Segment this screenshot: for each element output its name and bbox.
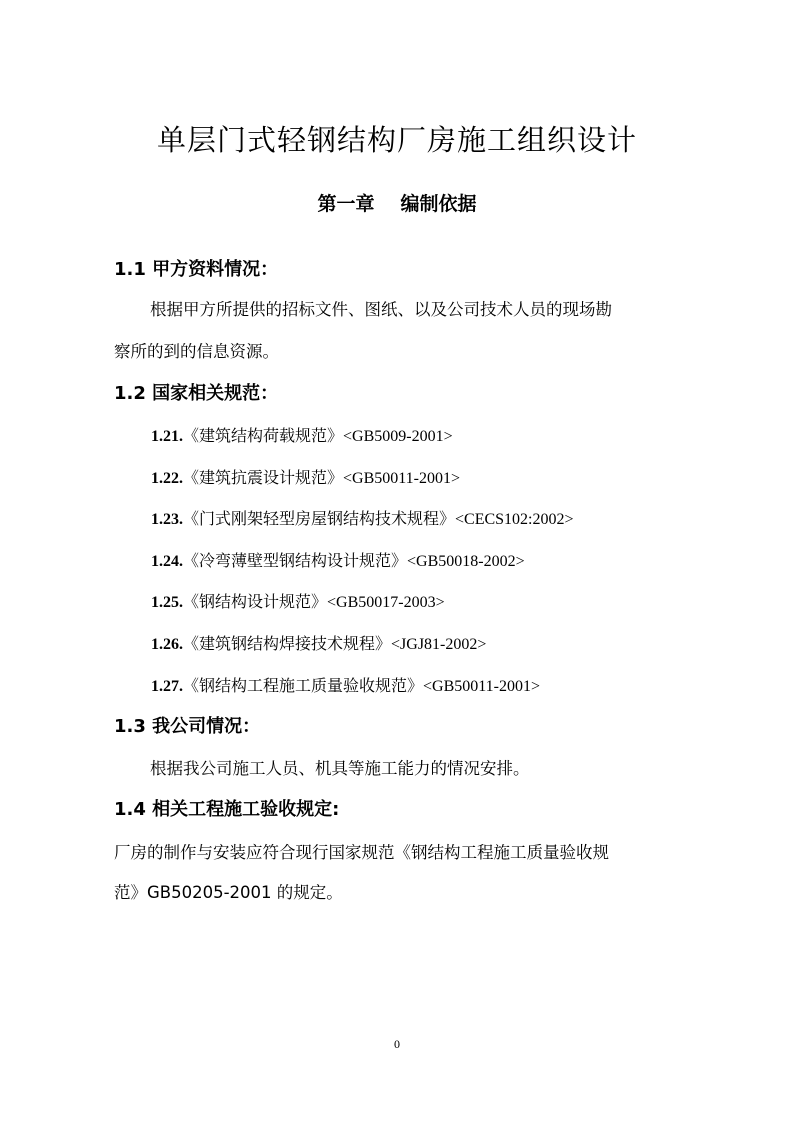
- section-1-1-line-1: 根据甲方所提供的招标文件、图纸、以及公司技术人员的现场勘: [150, 300, 612, 319]
- reference-code: <GB50017-2003>: [327, 594, 445, 611]
- reference-number: 1.22.: [151, 470, 183, 487]
- section-heading-1-4: 1.4 相关工程施工验收规定:: [114, 799, 340, 820]
- reference-code: <CECS102:2002>: [455, 511, 574, 528]
- reference-number: 1.23.: [151, 511, 183, 528]
- reference-item: [151, 548, 525, 575]
- reference-name: 《建筑钢结构焊接技术规程》: [183, 634, 392, 653]
- section-1-4-line-1: 厂房的制作与安装应符合现行国家规范《钢结构工程施工质量验收规: [114, 843, 609, 862]
- page-number: 0: [394, 1037, 400, 1051]
- section-heading-1-3: 1.3 我公司情况：: [114, 716, 261, 737]
- section-1-3-line-1: 根据我公司施工人员、机具等施工能力的情况安排。: [150, 759, 530, 778]
- chapter-heading: [0, 189, 794, 219]
- chapter-name: 编制依据: [400, 193, 477, 215]
- reference-name: 《建筑抗震设计规范》: [183, 468, 344, 487]
- reference-name: 《钢结构设计规范》: [183, 592, 328, 611]
- reference-item: [151, 506, 574, 533]
- section-1-1-line-2: 察所的到的信息资源。: [114, 342, 279, 361]
- reference-code: <GB50018-2002>: [407, 553, 525, 570]
- section-heading-1-2: 1.2 国家相关规范：: [114, 383, 279, 404]
- reference-number: 1.24.: [151, 553, 183, 570]
- document-title: 单层门式轻钢结构厂房施工组织设计: [156, 123, 637, 157]
- reference-number: 1.27.: [151, 678, 183, 695]
- reference-name: 《钢结构工程施工质量验收规范》: [183, 676, 424, 695]
- reference-name: 《门式刚架轻型房屋钢结构技术规程》: [183, 509, 456, 528]
- reference-name: 《冷弯薄壁型钢结构设计规范》: [183, 551, 408, 570]
- reference-code: <GB5009-2001>: [343, 428, 453, 445]
- reference-number: 1.21.: [151, 428, 183, 445]
- reference-number: 1.25.: [151, 594, 183, 611]
- reference-name: 《建筑结构荷载规范》: [183, 426, 344, 445]
- reference-item: [151, 589, 445, 616]
- section-1-4-line-2: 范》GB50205-2001 的规定。: [114, 883, 343, 902]
- reference-number: 1.26.: [151, 636, 183, 653]
- reference-code: <GB50011-2001>: [423, 678, 541, 695]
- reference-code: <JGJ81-2002>: [391, 636, 487, 653]
- reference-item: [151, 631, 486, 658]
- reference-item: [151, 465, 460, 492]
- chapter-number: 第一章: [317, 193, 375, 215]
- reference-item: [151, 423, 453, 450]
- reference-item: [151, 673, 540, 700]
- section-heading-1-1: 1.1 甲方资料情况：: [114, 259, 279, 280]
- reference-code: <GB50011-2001>: [343, 470, 461, 487]
